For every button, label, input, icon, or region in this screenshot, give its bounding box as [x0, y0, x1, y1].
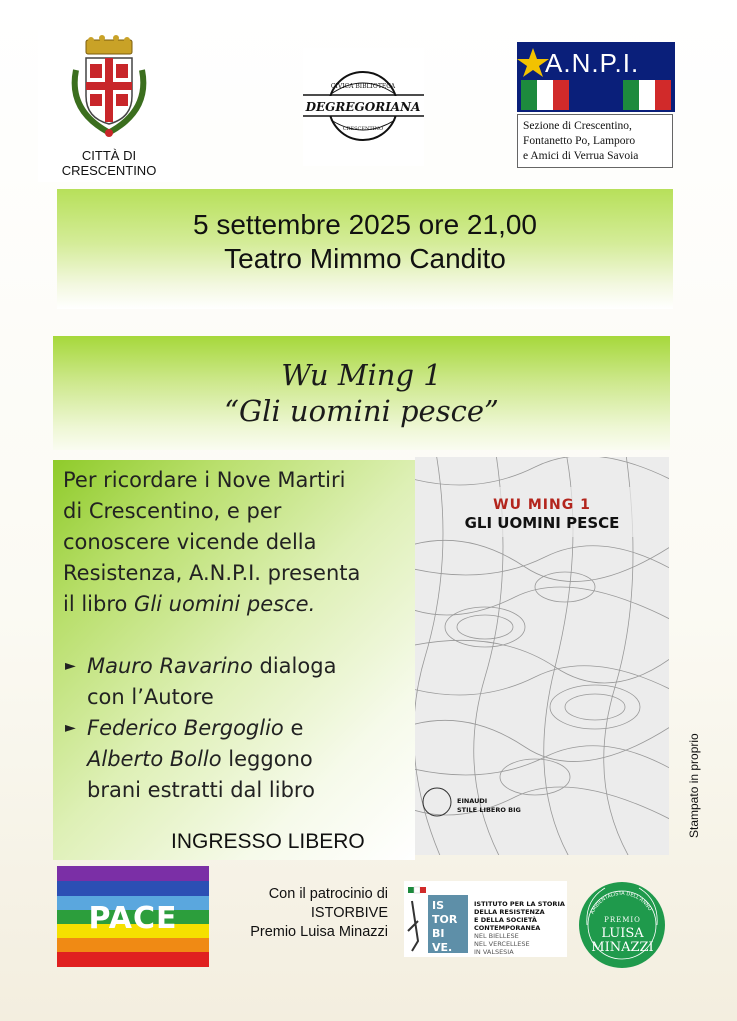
- event-datetime: 5 settembre 2025 ore 21,00: [192, 209, 537, 240]
- crest-emblem-icon: [38, 30, 180, 148]
- print-note: Stampato in proprio: [687, 733, 701, 838]
- istor-text-line: ISTITUTO PER LA STORIA: [474, 900, 565, 908]
- library-logo: [303, 48, 424, 166]
- intro-line: [63, 589, 415, 620]
- bullet-arrow-icon: ►: [65, 658, 76, 674]
- bullet-arrow-icon: ►: [65, 720, 76, 736]
- intro-book-title: Gli uomini pesce.: [134, 592, 316, 616]
- speaker-name: Mauro Ravarino: [87, 654, 253, 678]
- cover-author: WU MING 1: [493, 497, 591, 513]
- pace-flag-logo: [57, 866, 209, 967]
- list-item-text: dialoga: [252, 654, 337, 678]
- intro-text: il libro: [63, 592, 135, 616]
- patronage-line: ISTORBIVE: [310, 905, 388, 921]
- list-item-text: brani estratti dal libro: [87, 778, 315, 802]
- istor-letters: IS: [432, 899, 445, 912]
- minazzi-badge-icon: [575, 880, 670, 970]
- istor-letters: TOR: [432, 913, 458, 926]
- anpi-caption-line: Fontanetto Po, Lamporo: [523, 135, 636, 147]
- istor-text-line: CONTEMPORANEA: [474, 924, 541, 932]
- event-date-banner: [57, 189, 673, 309]
- cover-publisher-name: EINAUDI: [457, 797, 488, 805]
- city-label-line1: CITTÀ DI: [81, 148, 137, 163]
- istor-text-line: DELLA RESISTENZA: [474, 908, 545, 916]
- istor-letters: BI: [432, 927, 445, 940]
- minazzi-top-label: PREMIO: [604, 916, 641, 924]
- patronage-text: [216, 885, 388, 942]
- admission-label: INGRESSO LIBERO: [171, 830, 365, 853]
- istorbive-logo: [404, 881, 567, 957]
- anpi-caption-line: Sezione di Crescentino,: [523, 120, 632, 132]
- pace-label: PACE: [88, 901, 178, 936]
- city-crest-logo: [38, 30, 180, 182]
- anpi-flag-bar: [517, 42, 675, 112]
- city-label-line2: CRESCENTINO: [61, 163, 157, 178]
- anpi-caption: [517, 114, 673, 168]
- book-title-banner: [53, 336, 670, 450]
- istorbive-emblem-icon: [404, 881, 472, 957]
- list-item: [63, 651, 415, 713]
- minazzi-arc-text: AMBIENTALISTA DELL'ANNO: [589, 890, 653, 916]
- list-item-text: con l’Autore: [87, 685, 214, 709]
- intro-line: conoscere vicende della: [63, 530, 317, 554]
- book-cover-image: [415, 457, 669, 855]
- reader-name: Alberto Bollo: [87, 747, 222, 771]
- cover-series: STILE LIBERO BIG: [457, 806, 521, 814]
- anpi-caption-line: e Amici di Verrua Savoia: [523, 150, 639, 162]
- event-description: [63, 465, 415, 806]
- patronage-line: Premio Luisa Minazzi: [250, 924, 388, 940]
- city-name-label: [38, 148, 180, 178]
- list-item-text: leggono: [221, 747, 313, 771]
- library-bottom-text: CRESCENTINO: [342, 126, 384, 132]
- istor-sub-line: NEL BIELLESE: [474, 932, 519, 940]
- patronage-line: Con il patrocinio di: [268, 886, 388, 902]
- reader-name: Federico Bergoglio: [87, 716, 284, 740]
- library-top-text: CIVICA BIBLIOTECA: [330, 83, 396, 90]
- premio-minazzi-logo: [575, 880, 670, 970]
- istor-text-line: E DELLA SOCIETÀ: [474, 916, 537, 924]
- intro-line: di Crescentino, e per: [63, 499, 282, 523]
- list-item: [63, 713, 415, 806]
- minazzi-line2: MINAZZI: [591, 940, 654, 955]
- istor-letters: VE.: [432, 941, 453, 954]
- minazzi-line1: LUISA: [601, 926, 644, 941]
- anpi-title: A.N.P.I.: [545, 48, 640, 78]
- library-logo-emblem: [303, 48, 424, 166]
- istor-sub-line: IN VALSESIA: [474, 948, 514, 956]
- event-venue: Teatro Mimmo Candito: [224, 243, 506, 274]
- book-title: “Gli uomini pesce”: [224, 394, 499, 428]
- cover-publisher: [457, 797, 521, 815]
- intro-line: Resistenza, A.N.P.I. presenta: [63, 561, 361, 585]
- istor-text: [474, 900, 565, 956]
- library-name: DEGREGORIANA: [305, 100, 421, 114]
- anpi-logo: [517, 42, 675, 169]
- einaudi-ostrich-icon: [423, 788, 451, 816]
- intro-line: Per ricordare i Nove Martiri: [63, 468, 346, 492]
- istor-sub-line: NEL VERCELLESE: [474, 940, 530, 948]
- list-item-text: e: [283, 716, 304, 740]
- cover-title: GLI UOMINI PESCE: [464, 514, 620, 532]
- book-author: Wu Ming 1: [281, 358, 442, 392]
